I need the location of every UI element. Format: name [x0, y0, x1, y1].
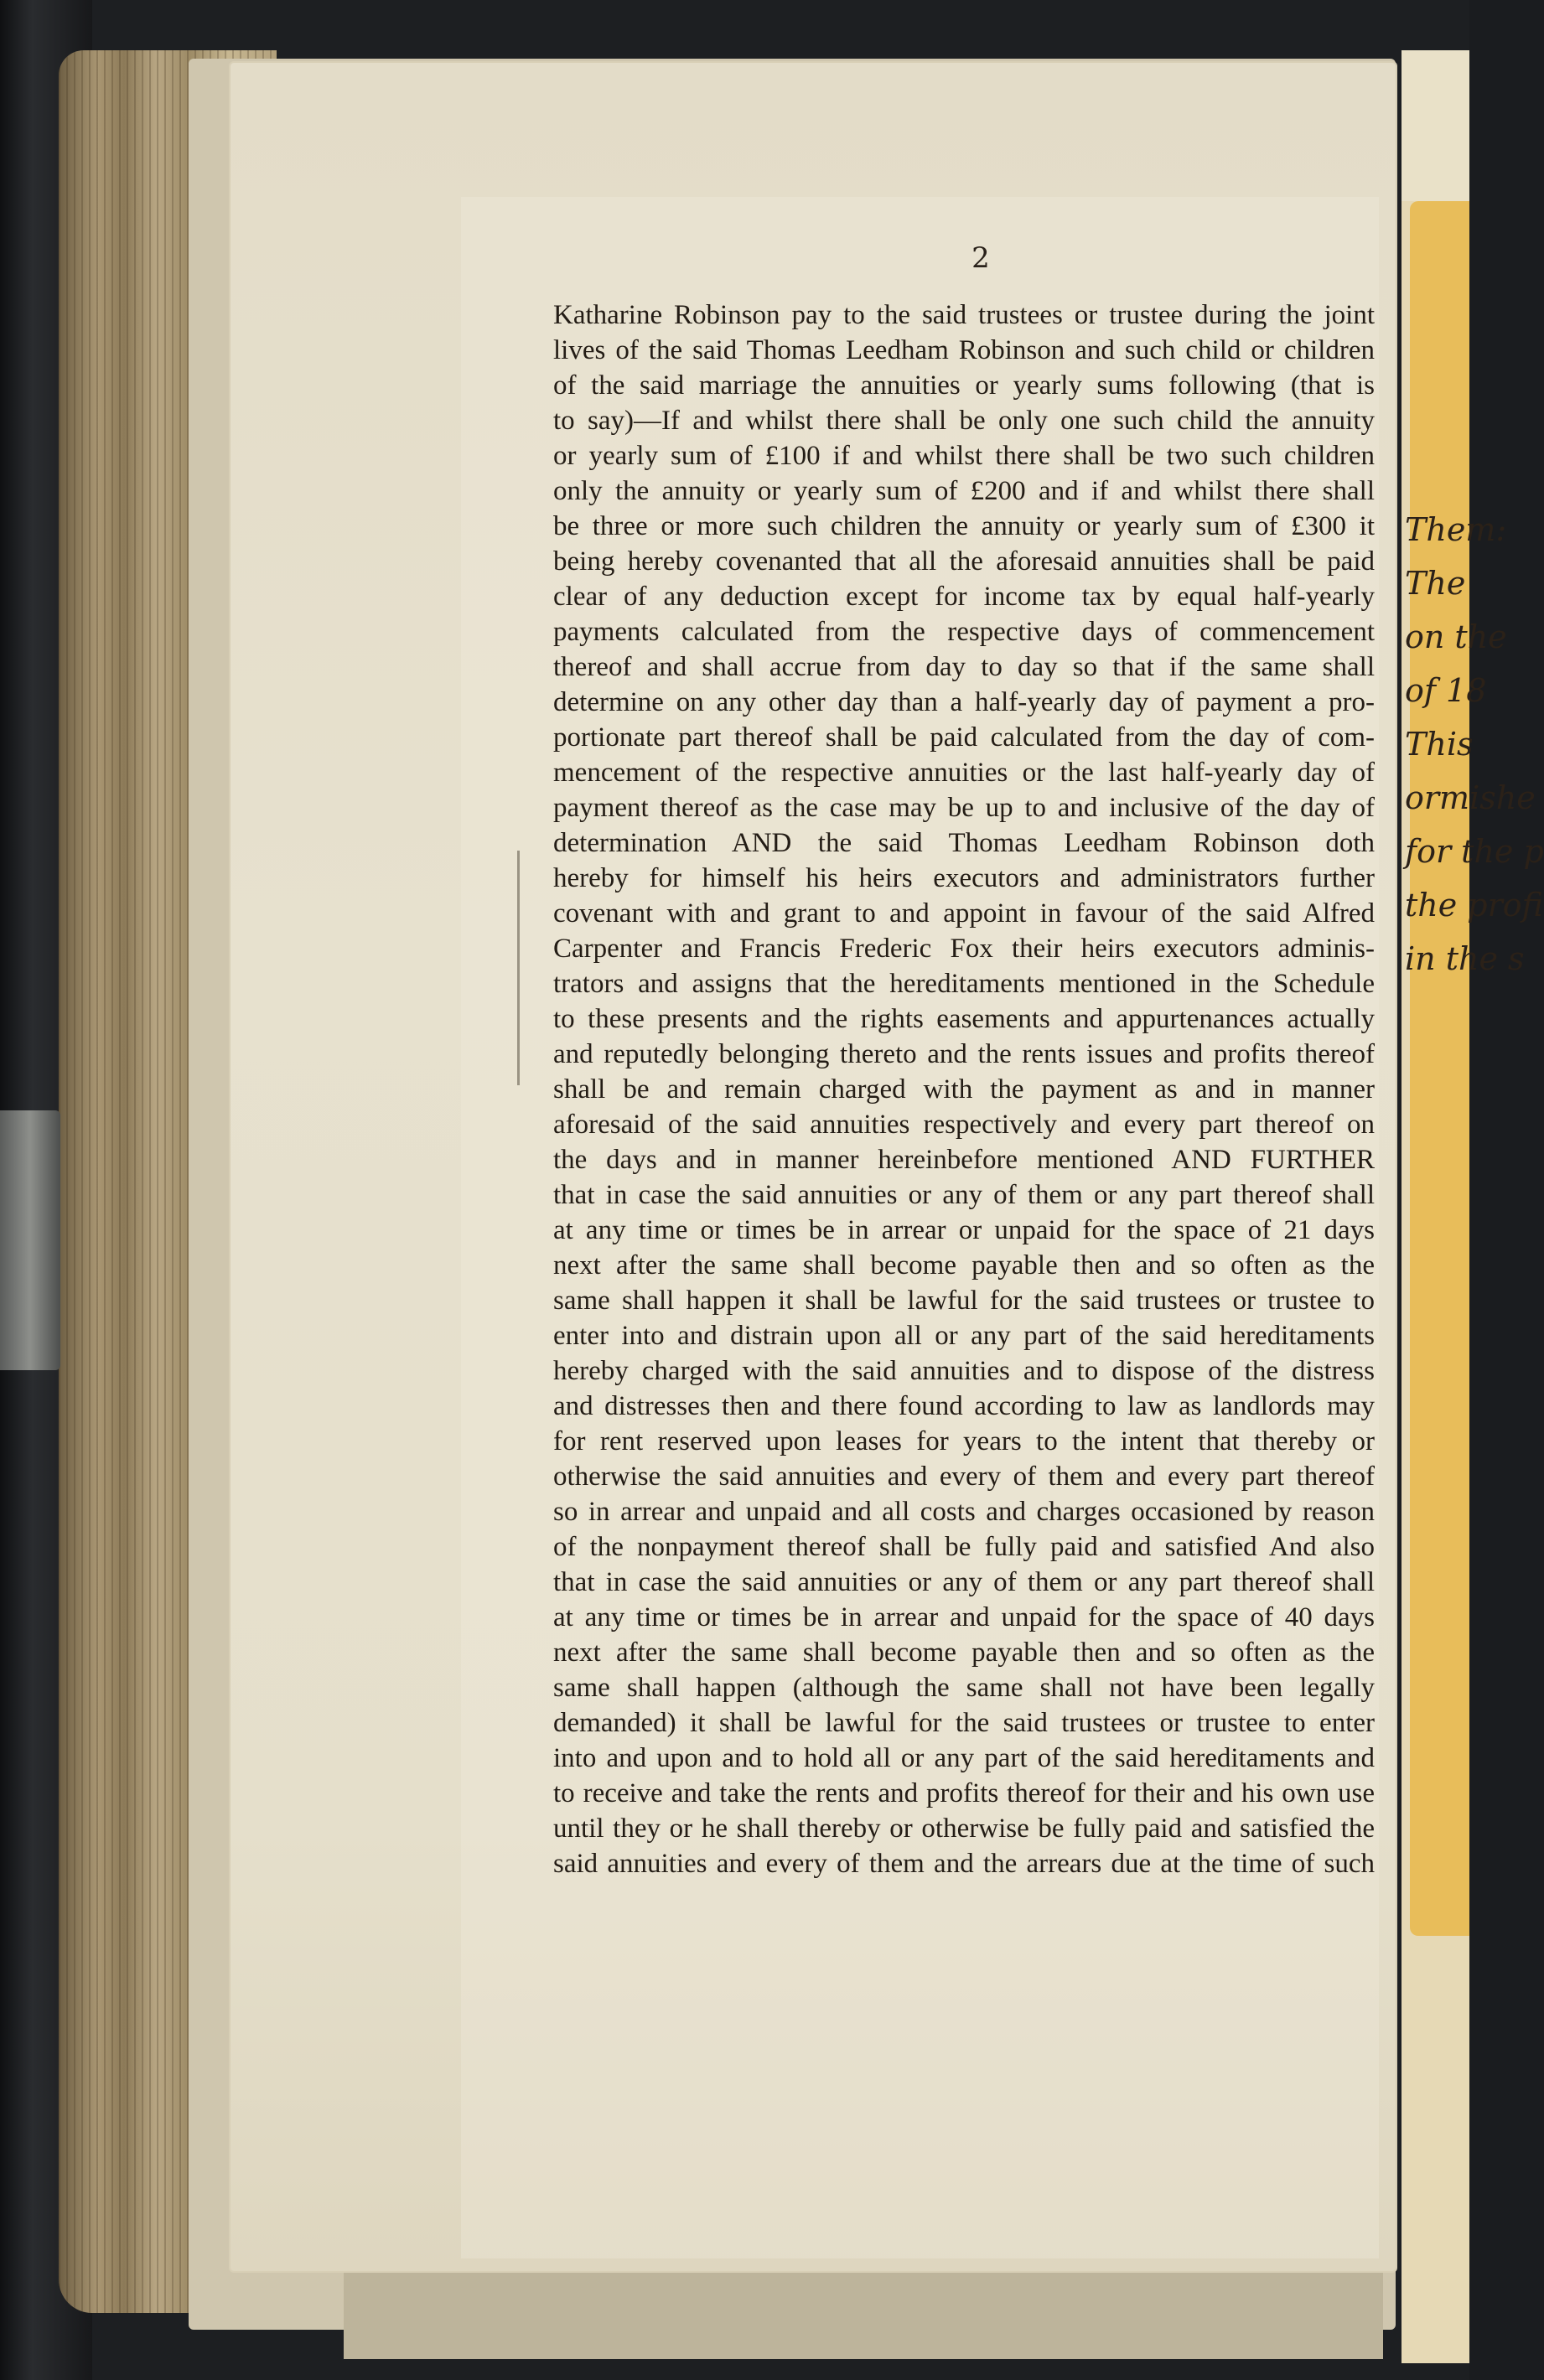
margin-pencil-mark: [517, 851, 520, 1085]
text-line: clear of any deduction except for income tax by equal half-yearly: [553, 582, 1375, 612]
text-line: lives of the said Thomas Leedham Robinson and such child or children: [553, 335, 1375, 365]
text-line: at any time or times be in arrear or unpaid for the space of 21 days: [553, 1215, 1375, 1245]
handwriting-fragment: on the: [1405, 618, 1507, 655]
handwriting-fragment: This: [1405, 726, 1474, 763]
text-line: that in case the said annuities or any of them or any part thereof shall: [553, 1567, 1375, 1597]
text-line: aforesaid of the said annuities respectively and every part thereof on: [553, 1110, 1375, 1140]
text-line: and distresses then and there found according to law as landlords may: [553, 1391, 1375, 1421]
text-line: Katharine Robinson pay to the said trustees or trustee during the joint: [553, 300, 1375, 330]
text-line: at any time or times be in arrear and unpaid for the space of 40 days: [553, 1602, 1375, 1632]
text-line: or yearly sum of £100 if and whilst there shall be two such children: [553, 441, 1375, 471]
text-line: mencement of the respective annuities or the last half-yearly day of: [553, 758, 1375, 788]
text-line: to receive and take the rents and profits thereof for their and his own use: [553, 1778, 1375, 1808]
text-line: so in arrear and unpaid and all costs and charges occasioned by reason: [553, 1497, 1375, 1527]
handwriting-fragment: ormishe: [1405, 779, 1536, 816]
text-line: to say)—If and whilst there shall be only one such child the annuity: [553, 406, 1375, 436]
text-line: Carpenter and Francis Frederic Fox their heirs executors adminis-: [553, 934, 1375, 964]
text-line: shall be and remain charged with the payment as and in manner: [553, 1074, 1375, 1105]
text-line: of the said marriage the annuities or yearly sums following (that is: [553, 370, 1375, 401]
text-line: for rent reserved upon leases for years to the intent that thereby or: [553, 1426, 1375, 1456]
text-line: hereby for himself his heirs executors and administrators further: [553, 863, 1375, 893]
text-line: only the annuity or yearly sum of £200 and if and whilst there shall: [553, 476, 1375, 506]
facing-page-handwriting: [1405, 503, 1544, 986]
text-line: portionate part thereof shall be paid calculated from the day of com-: [553, 722, 1375, 753]
text-line: being hereby covenanted that all the aforesaid annuities shall be paid: [553, 546, 1375, 577]
text-line: the days and in manner hereinbefore mentioned AND FURTHER: [553, 1145, 1375, 1175]
text-line: into and upon and to hold all or any part of the said hereditaments and: [553, 1743, 1375, 1773]
handwriting-fragment: The: [1405, 565, 1466, 602]
text-line: trators and assigns that the hereditaments mentioned in the Schedule: [553, 969, 1375, 999]
ribbon-marker: [0, 1110, 60, 1370]
handwriting-fragment: of 18: [1405, 672, 1487, 709]
text-line: determine on any other day than a half-yearly day of payment a pro-: [553, 687, 1375, 717]
handwriting-fragment: the profi: [1405, 887, 1544, 924]
text-line: hereby charged with the said annuities and to dispose of the distress: [553, 1356, 1375, 1386]
handwriting-fragment: Them:: [1405, 511, 1507, 548]
text-line: covenant with and grant to and appoint in favour of the said Alfred: [553, 898, 1375, 929]
handwriting-fragment: in the s: [1405, 940, 1525, 977]
text-line: payment thereof as the case may be up to and inclusive of the day of: [553, 793, 1375, 823]
facing-page-stain: [1410, 201, 1469, 1936]
text-line: that in case the said annuities or any of them or any part thereof shall: [553, 1180, 1375, 1210]
text-line: same shall happen (although the same shall not have been legally: [553, 1673, 1375, 1703]
text-line: said annuities and every of them and the arrears due at the time of such: [553, 1849, 1375, 1879]
text-line: until they or he shall thereby or otherwise be fully paid and satisfied the: [553, 1813, 1375, 1844]
text-line: next after the same shall become payable then and so often as the: [553, 1250, 1375, 1281]
text-line: to these presents and the rights easements and appurtenances actually: [553, 1004, 1375, 1034]
lower-sheet-edge: [344, 2267, 1383, 2359]
text-line: otherwise the said annuities and every of them and every part thereof: [553, 1462, 1375, 1492]
text-line: next after the same shall become payable then and so often as the: [553, 1638, 1375, 1668]
text-line: and reputedly belonging thereto and the rents issues and profits thereof: [553, 1039, 1375, 1069]
facing-page-top: [1402, 50, 1469, 201]
deed-text-body: [553, 298, 1375, 1881]
text-line: enter into and distrain upon all or any part of the said hereditaments: [553, 1321, 1375, 1351]
text-line: demanded) it shall be lawful for the said trustees or trustee to enter: [553, 1708, 1375, 1738]
page-number: 2: [971, 241, 990, 275]
text-line: same shall happen it shall be lawful for the said trustees or trustee to: [553, 1286, 1375, 1316]
text-line: of the nonpayment thereof shall be fully paid and satisfied And also: [553, 1532, 1375, 1562]
text-line: determination AND the said Thomas Leedham Robinson doth: [553, 828, 1375, 858]
text-line: thereof and shall accrue from day to day so that if the same shall: [553, 652, 1375, 682]
text-line: be three or more such children the annuity or yearly sum of £300 it: [553, 511, 1375, 541]
text-line: payments calculated from the respective days of commencement: [553, 617, 1375, 647]
handwriting-fragment: for the p: [1405, 833, 1544, 870]
